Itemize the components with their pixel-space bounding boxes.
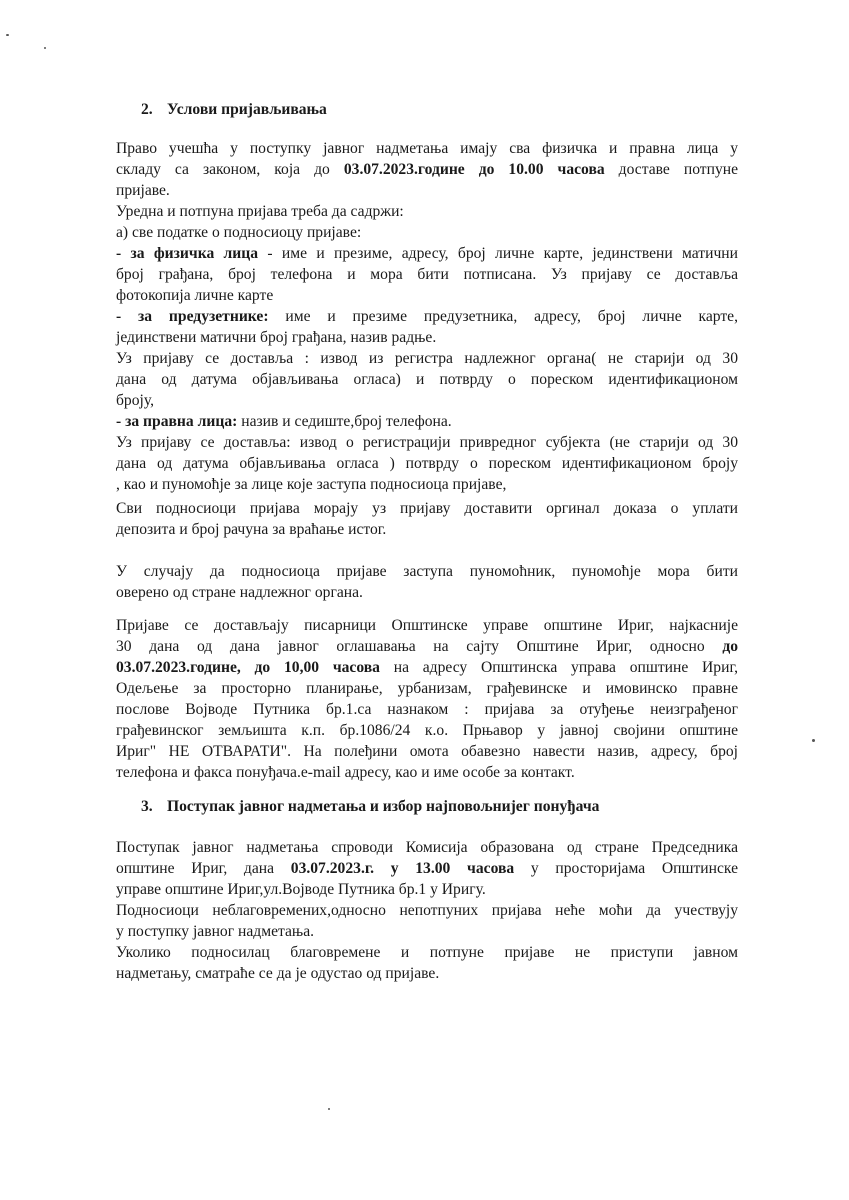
- text-line: [116, 741, 738, 762]
- text-run: 30 дана од дана јавног оглашавања на сајту Општине Ириг, односно: [116, 638, 723, 655]
- bold-text: 03.07.2023.године до 10.00 часова: [343, 161, 605, 178]
- text-run: послове Војводе Путника бр.1.са назнаком : пријава за отуђење неизграђеног: [116, 701, 738, 718]
- text-line: [116, 699, 738, 720]
- section-2-heading: [141, 99, 763, 120]
- scan-speck: [328, 1108, 330, 1110]
- text-line: [116, 285, 738, 306]
- text-run: а) све податке о подносиоцу пријаве:: [116, 224, 362, 241]
- text-run: име и презиме предузетника, адресу, број личне карте,: [268, 308, 738, 325]
- text-run: фотокопија личне карте: [116, 287, 274, 304]
- text-run: броју,: [116, 392, 154, 409]
- text-line: [116, 327, 738, 348]
- text-line: [116, 561, 738, 582]
- bold-text: 03.07.2023.године, до 10,00 часова: [116, 659, 380, 676]
- bold-text: до: [722, 638, 738, 655]
- text-line: [116, 942, 738, 963]
- text-line: [116, 657, 738, 678]
- bold-text: 03.07.2023.г. у 13.00 часова: [290, 860, 515, 877]
- text-run: Право учешћа у поступку јавног надметања имају сва физичка и правна лица у: [116, 140, 738, 157]
- text-run: општине Ириг, дана: [116, 860, 291, 877]
- text-line: [116, 222, 738, 243]
- text-run: у просторијама Општинске: [514, 860, 738, 877]
- text-run: управе општине Ириг,ул.Војводе Путника бр.1 у Иригу.: [116, 881, 486, 898]
- text-run: на адресу Општинска управа општине Ириг,: [379, 659, 738, 676]
- text-line: [116, 921, 738, 942]
- text-run: Уз пријаву се доставља : извод из регистра надлежног органа( не старији од 30: [116, 350, 738, 367]
- text-run: Пријаве се достављају писарници Општинске управе општине Ириг, најкасније: [116, 617, 738, 634]
- text-line: [116, 264, 738, 285]
- text-run: Одељење за просторно планирање, урбанизам, грађевинске и имовинско правне: [116, 680, 738, 697]
- text-run: број грађана, број телефона и мора бити потписана. Уз пријаву се доставља: [116, 266, 738, 283]
- text-run: Сви подносиоци пријава морају уз пријаву доставити оргинал доказа о уплати: [116, 500, 738, 517]
- text-line: [116, 159, 738, 180]
- bold-text: - за правна лица:: [116, 413, 238, 430]
- text-line: [116, 390, 738, 411]
- text-run: Поступак јавног надметања спроводи Комисија образована од стране Председника: [116, 839, 738, 856]
- scan-speck: [44, 47, 46, 49]
- text-run: У случају да подносиоца пријаве заступа пуномоћник, пуномоћје мора бити: [116, 563, 738, 580]
- scan-speck: [812, 739, 815, 742]
- section-3-number: 3.: [141, 798, 153, 815]
- text-run: складу са законом, која до: [116, 161, 344, 178]
- text-line: [116, 519, 738, 540]
- text-line: [116, 498, 738, 519]
- text-line: [116, 762, 738, 783]
- section-3-heading: [141, 796, 763, 817]
- text-line: [116, 432, 738, 453]
- text-line: [116, 474, 738, 495]
- text-line: [116, 636, 738, 657]
- text-run: доставе потпуне: [604, 161, 739, 178]
- text-run: грађевинског земљишта к.п. бр.1086/24 к.о. Прњавор у јавној својини општине: [116, 722, 738, 739]
- text-line: [116, 720, 738, 741]
- bold-text: - за предузетнике:: [116, 308, 269, 325]
- scan-speck: [6, 34, 9, 36]
- text-run: Уредна и потпуна пријава треба да садржи:: [116, 203, 404, 220]
- text-run: назив и седиште,број телефона.: [237, 413, 452, 430]
- text-run: Подносиоци неблаговремених,односно непотпуних пријава неће моћи да учествују: [116, 902, 738, 919]
- text-run: дана од датума објављивања огласа ) потврду о пореском идентификационом броју: [116, 455, 738, 472]
- text-run: , као и пуномоћје за лице које заступа подносиоца пријаве,: [116, 476, 507, 493]
- section-2-title: Услови пријављивања: [167, 101, 327, 118]
- text-run: депозита и број рачуна за враћање истог.: [116, 521, 387, 538]
- text-line: [116, 138, 738, 159]
- text-line: [116, 306, 738, 327]
- text-line: [116, 180, 738, 201]
- text-line: [116, 243, 738, 264]
- text-run: у поступку јавног надметања.: [116, 923, 315, 940]
- text-line: [116, 900, 738, 921]
- text-line: [116, 837, 738, 858]
- section-3-title: Поступак јавног надметања и избор најповољнијег понуђача: [167, 798, 600, 815]
- text-run: јединствени матични број грађана, назив радње.: [116, 329, 437, 346]
- section-2-number: 2.: [141, 101, 153, 118]
- text-line: [116, 879, 738, 900]
- text-line: [116, 858, 738, 879]
- text-run: Уколико подносилац благовремене и потпуне пријаве не приступи јавном: [116, 944, 738, 961]
- text-run: Уз пријаву се доставља: извод о регистрацији привредног субјекта (не старији од 30: [116, 434, 738, 451]
- text-line: [116, 369, 738, 390]
- text-line: [116, 582, 738, 603]
- text-run: пријаве.: [116, 182, 170, 199]
- text-run: надметању, сматраће се да је одустао од пријаве.: [116, 965, 440, 982]
- text-run: дана од датума објављивања огласа) и потврду о пореском идентификационом: [116, 371, 738, 388]
- text-line: [116, 678, 738, 699]
- text-line: [116, 453, 738, 474]
- text-line: [116, 963, 738, 984]
- text-run: Ириг" НЕ ОТВАРАТИ". На полеђини омота обавезно навести назив, адресу, број: [116, 743, 738, 760]
- bold-text: - за физичка лица: [116, 245, 259, 262]
- text-line: [116, 411, 738, 432]
- text-line: [116, 348, 738, 369]
- text-run: оверено од стране надлежног органа.: [116, 584, 363, 601]
- text-run: телефона и факса понуђача.е-mail адресу, као и име особе за контакт.: [116, 764, 575, 781]
- text-run: - име и презиме, адресу, број личне карте, јединствени матични: [258, 245, 738, 262]
- text-line: [116, 615, 738, 636]
- text-line: [116, 201, 738, 222]
